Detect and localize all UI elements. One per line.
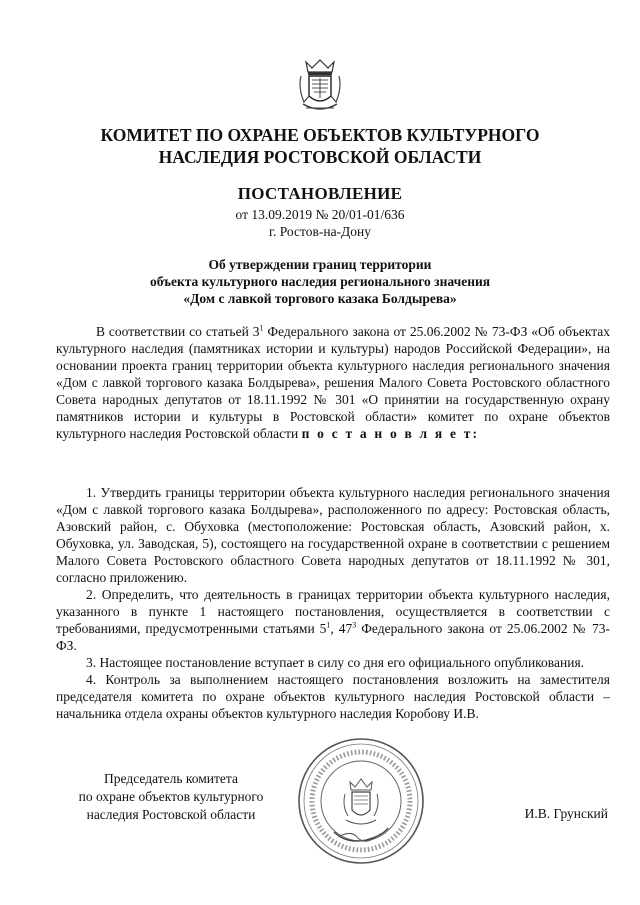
document-subject [0,256,640,307]
document-city: г. Ростов-на-Дону [268,224,371,239]
item-2-text-1: 2. Определить, что деятельность в границах территории объекта культурного наследия, указанного в пункте 1 настоящего постановления, осуществляется в соответствии с требованиями, предусмотренными статьями 5 [56,587,610,636]
item-2-text-2: , 47 [330,621,353,636]
document-type: ПОСТАНОВЛЕНИЕ [237,184,403,203]
preamble-paragraph [56,323,610,442]
signatory-name: И.В. Грунский [524,806,608,821]
subject-line3: «Дом с лавкой торгового казака Болдырева» [183,291,457,306]
item-2-sup-1: 1 [326,620,331,630]
item-3: 3. Настоящее постановление вступает в силу со дня его официального опубликования. [86,655,585,670]
item-2-text-3: Федерального закона от 25.06.2002 № 73-ФЗ. [56,621,610,653]
subject-line2: объекта культурного наследия регионального значения [149,274,491,289]
official-seal-icon [296,736,426,866]
coat-of-arms-icon [298,58,342,114]
resolution-items [56,484,610,722]
org-name-line1: КОМИТЕТ ПО ОХРАНЕ ОБЪЕКТОВ КУЛЬТУРНОГО [100,125,540,145]
signatory-title-line1: Председатель комитета [104,771,238,786]
signatory-title-line2: по охране объектов культурного [78,789,264,804]
item-1: 1. Утвердить границы территории объекта культурного наследия регионального значения «Дом с лавкой торгового казака Болдырева», расположенного по адресу: Ростовская область, Азовский район, с. Обуховка (местоположение: Ростовская область, Азовский район, х. Обуховка, ул. Заводская, 5), состоящего на государственной охране в соответствии с решением Малого Совета Ростовского областного Совета народных депутатов от 18.11.1992 № 301, согласно приложению. [56,485,610,585]
item-2-sup-2: 3 [352,620,357,630]
subject-line1: Об утверждении границ территории [208,257,432,272]
item-4: 4. Контроль за выполнением настоящего постановления возложить на заместителя председателя комитета по охране объектов культурного наследия Ростовской области – начальника отдела охраны объектов культурного наследия Коробову И.В. [56,672,610,721]
org-name [0,124,640,168]
decree-word: п о с т а н о в л я е т: [301,426,480,441]
preamble-text-2: Федерального закона от 25.06.2002 № 73-ФЗ «Об объектах культурного наследия (памятниках истории и культуры) народов Российской Федерации», на основании проекта границ территории объекта культурного наследия регионального значения «Дом с лавкой торгового казака Болдырева», решения Малого Совета Ростовского областного Совета народных депутатов от 18.11.1992 № 301 «О принятии на государственную охрану памятников истории и культуры в Ростовской области» комитет по охране объектов культурного наследия Ростовской области [56,324,611,441]
signatory-title [66,770,276,824]
org-name-line2: НАСЛЕДИЯ РОСТОВСКОЙ ОБЛАСТИ [158,147,482,167]
signatory-title-line3: наследия Ростовской области [86,807,256,822]
preamble-sup: 1 [259,323,264,333]
item-2 [56,586,610,654]
document-ref: от 13.09.2019 № 20/01-01/636 [235,207,405,222]
preamble-text-1: В соответствии со статьей 3 [96,324,260,339]
